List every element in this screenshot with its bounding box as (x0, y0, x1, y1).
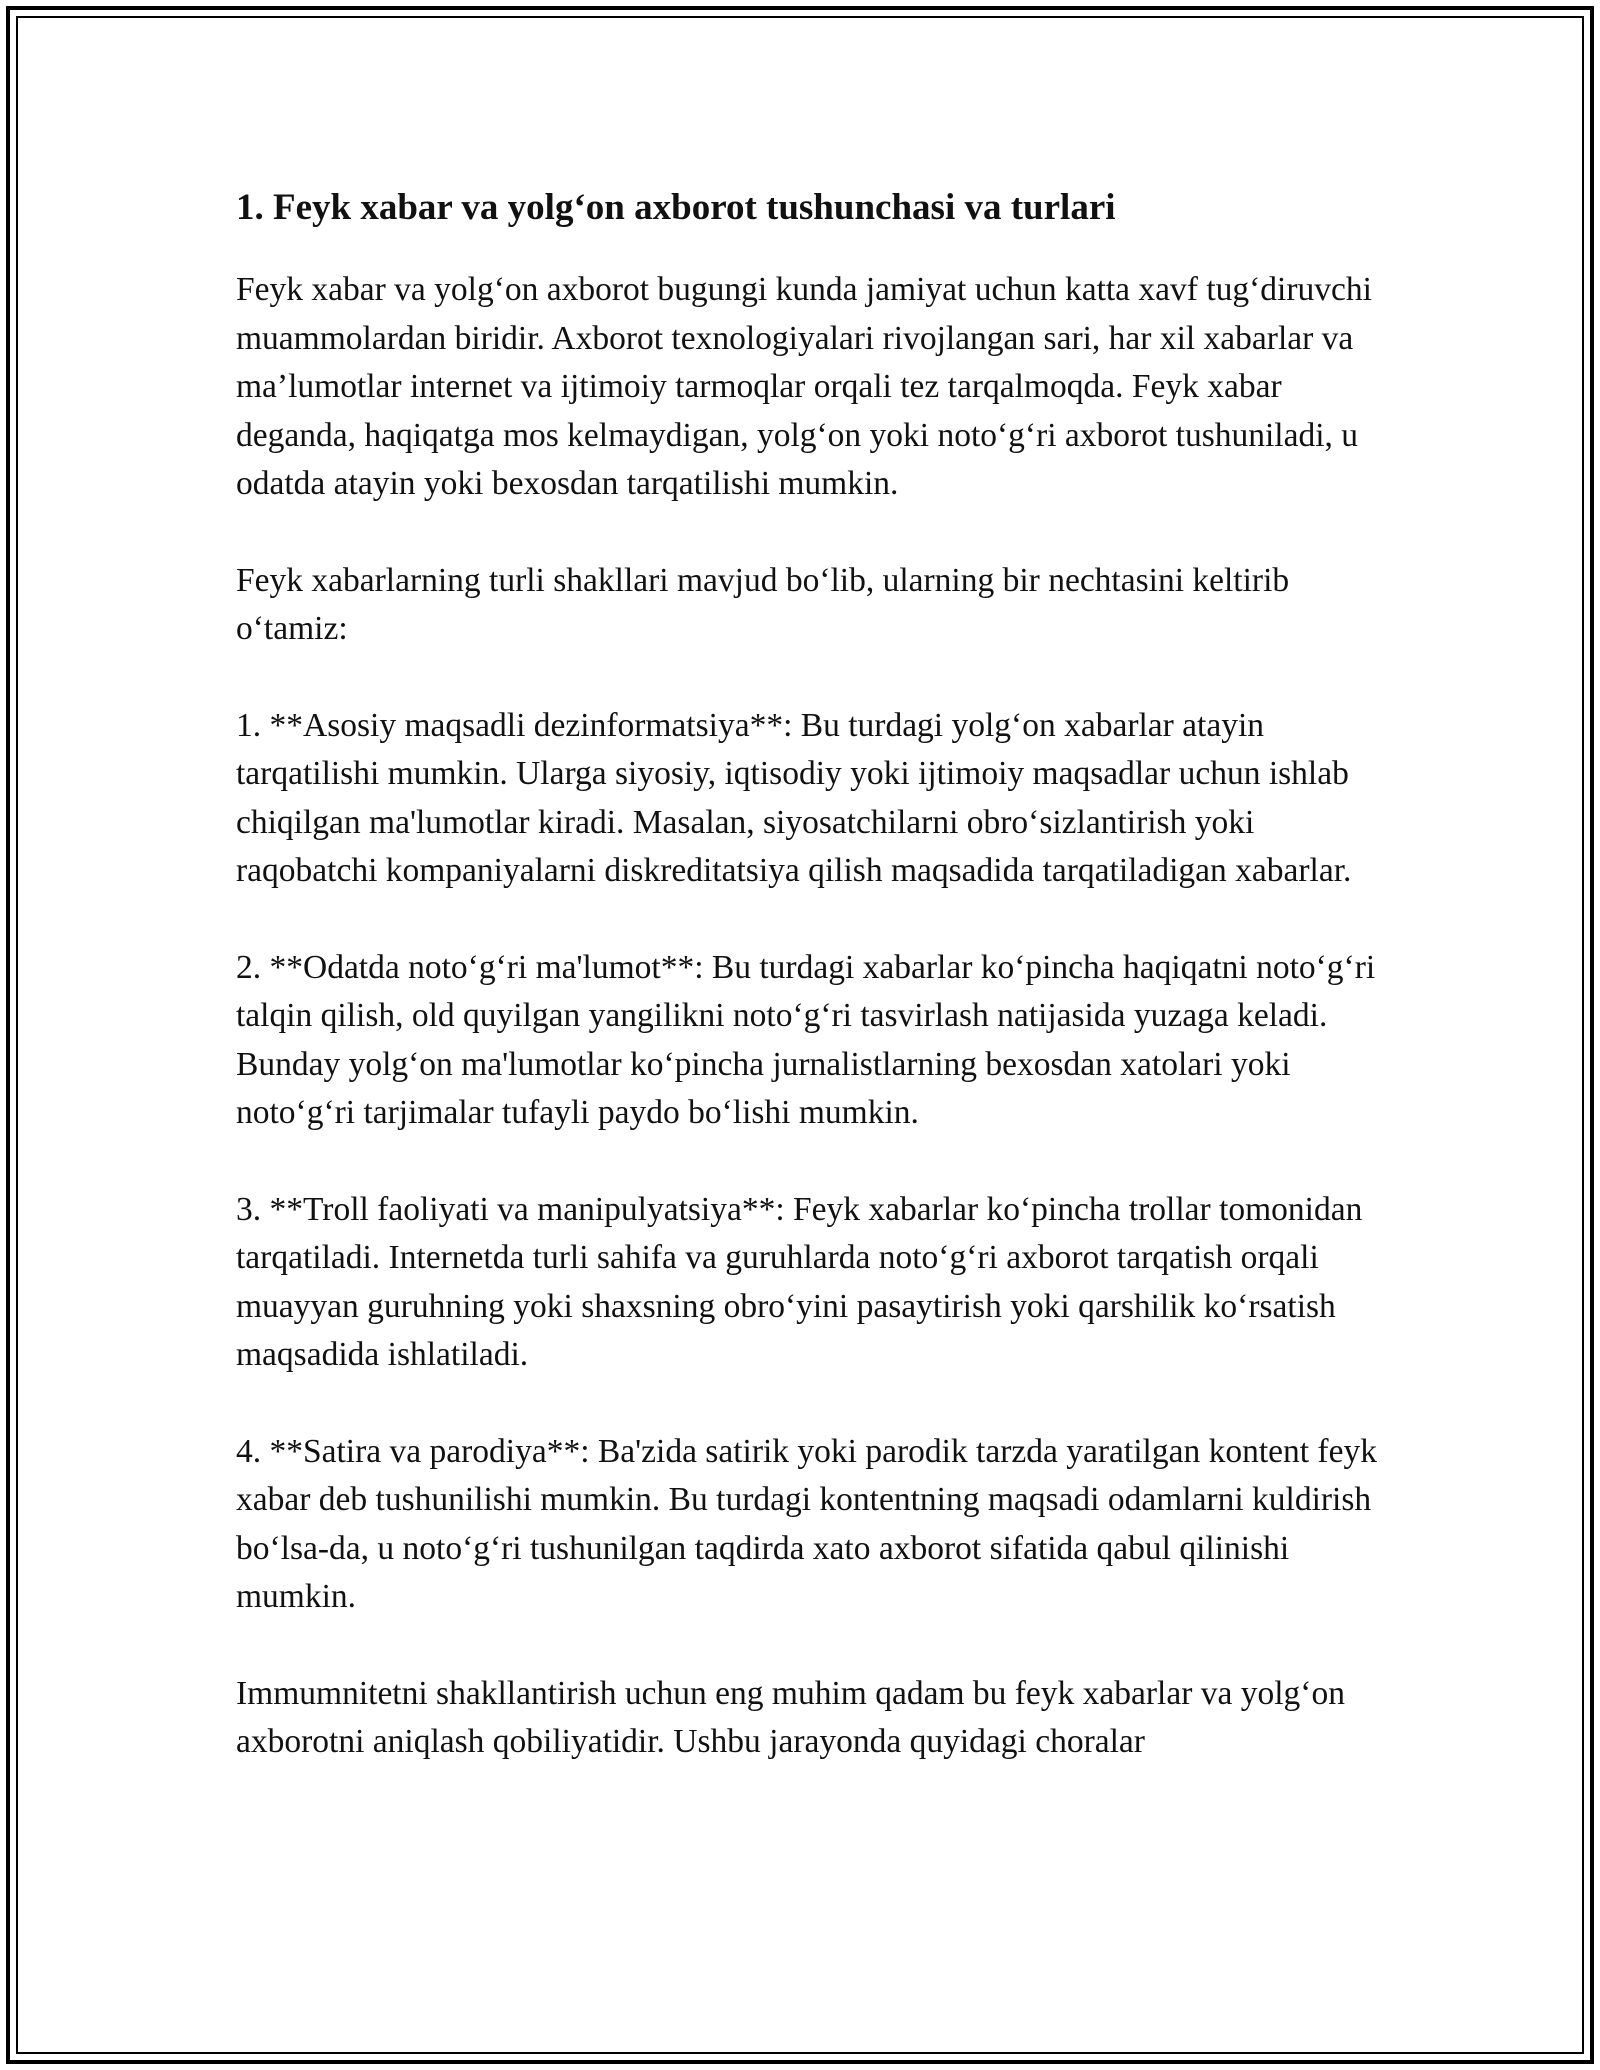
section-heading: 1. Feyk xabar va yolg‘on axborot tushunchasi va turlari (236, 187, 1116, 228)
paragraph-type-3: 3. **Troll faoliyati va manipulyatsiya**: Feyk xabarlar ko‘pincha trollar tomonidan tarqatiladi. Internetda turli sahifa va guruhlarda noto‘g‘ri axborot tarqatish orqali muayyan guruhning yoki shaxsning obro‘yini pasaytirish yoki qarshilik ko‘rsatish maqsadida ishlatiladi. (236, 1190, 1363, 1373)
paragraph-type-4: 4. **Satira va parodiya**: Ba'zida satirik yoki parodik tarzda yaratilgan kontent feyk xabar deb tushunilishi mumkin. Bu turdagi kontentning maqsadi odamlarni kuldirish bo‘lsa-da, u noto‘g‘ri tushunilgan taqdirda xato axborot sifatida qabul qilinishi mumkin. (236, 1432, 1377, 1615)
paragraph-types-intro: Feyk xabarlarning turli shakllari mavjud bo‘lib, ularning bir nechtasini keltirib o‘tamiz: (236, 561, 1290, 647)
paragraph-type-2: 2. **Odatda noto‘g‘ri ma'lumot**: Bu turdagi xabarlar ko‘pincha haqiqatni noto‘g‘ri talqin qilish, old quyilgan yangilikni noto‘g‘ri tasvirlash natijasida yuzaga keladi. Bunday yolg‘on ma'lumotlar ko‘pincha jurnalistlarning bexosdan xatolari yoki noto‘g‘ri tarjimalar tufayli paydo bo‘lishi mumkin. (236, 948, 1376, 1131)
document-body (236, 186, 1396, 1815)
paragraph-type-1: 1. **Asosiy maqsadli dezinformatsiya**: Bu turdagi yolg‘on xabarlar atayin tarqatilishi mumkin. Ularga siyosiy, iqtisodiy yoki ijtimoiy maqsadlar uchun ishlab chiqilgan ma'lumotlar kiradi. Masalan, siyosatchilarni obro‘sizlantirish yoki raqobatchi kompaniyalarni diskreditatsiya qilish maqsadida tarqatiladigan xabarlar. (236, 706, 1352, 889)
paragraph-immunity: Immumnitetni shakllantirish uchun eng muhim qadam bu feyk xabarlar va yolg‘on axborotni aniqlash qobiliyatidir. Ushbu jarayonda quyidagi choralar (236, 1674, 1345, 1760)
paragraph-intro: Feyk xabar va yolg‘on axborot bugungi kunda jamiyat uchun katta xavf tug‘diruvchi muammolardan biridir. Axborot texnologiyalari rivojlangan sari, har xil xabarlar va ma’lumotlar internet va ijtimoiy tarmoqlar orqali tez tarqalmoqda. Feyk xabar deganda, haqiqatga mos kelmaydigan, yolg‘on yoki noto‘g‘ri axborot tushuniladi, u odatda atayin yoki bexosdan tarqatilishi mumkin. (236, 271, 1372, 502)
